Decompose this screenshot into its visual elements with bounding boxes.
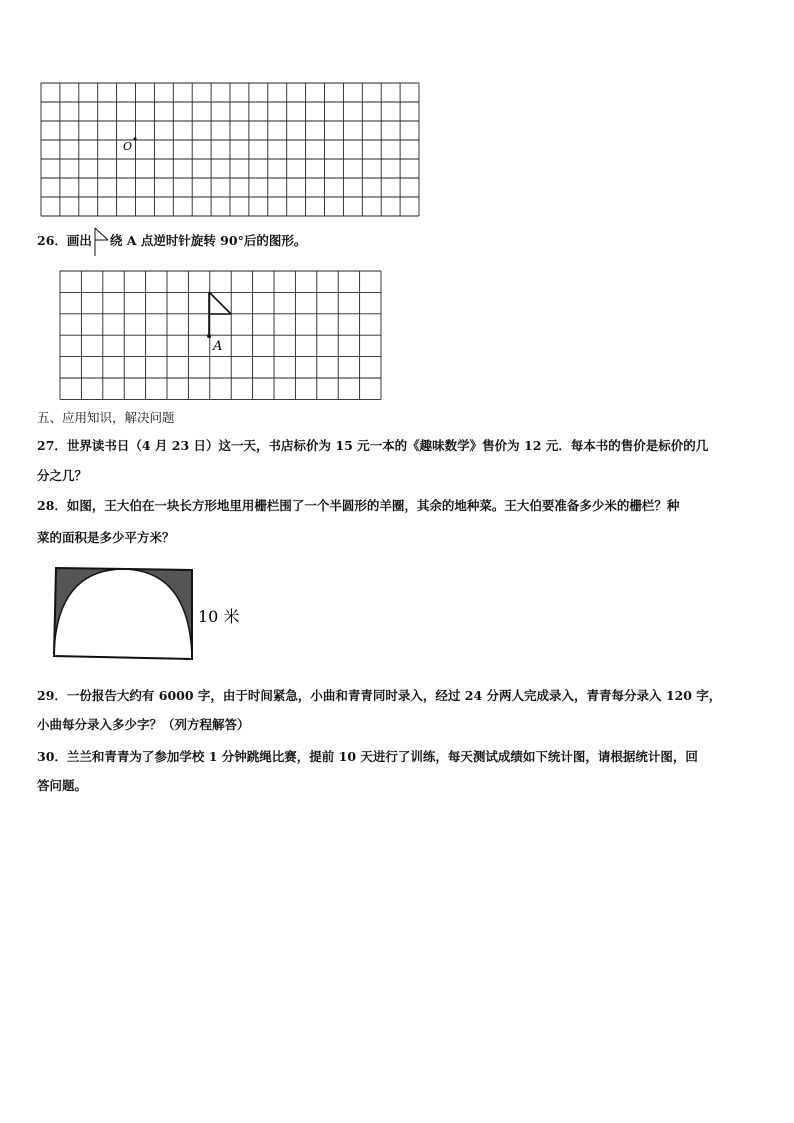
- question-26: [37, 232, 306, 251]
- q27-line-2: 分之几？: [37, 468, 88, 483]
- q26-text-before: 画出: [66, 233, 92, 248]
- q26-grid: [59, 270, 383, 400]
- top-grid: [40, 82, 422, 218]
- q26-text-after: 绕 A 点逆时针旋转 90°后的图形。: [109, 233, 307, 248]
- flag-figure: [209, 292, 231, 336]
- q29-line-1: 29．一份报告大约有 6000 字，由于时间紧急，小曲和青青同时录入，经过 24 分两人完成录入，青青每分录入 120 字，: [37, 688, 722, 703]
- point-a-dot: [207, 334, 211, 338]
- q27-line-1: 27．世界读书日（4 月 23 日）这一天，书店标价为 15 元一本的《趣味数学》售价为 12 元．每本书的售价是标价的几: [37, 438, 709, 453]
- q30-line-1: 30．兰兰和青青为了参加学校 1 分钟跳绳比赛，提前 10 天进行了训练，每天测试成绩如下统计图，请根据统计图，回: [37, 749, 698, 764]
- q29-line-2: 小曲每分录入多少字？（列方程解答）: [37, 717, 250, 732]
- point-a-label: A: [213, 339, 223, 354]
- q30-line-2: 答问题。: [37, 778, 88, 793]
- q28-figure: [50, 564, 250, 664]
- q28-line-1: 28．如图，王大伯在一块长方形地里用栅栏围了一个半圆形的羊圈，其余的地种菜。王大伯要准备多少米的栅栏？种: [37, 498, 680, 513]
- dimension-label: 10 米: [198, 607, 240, 626]
- point-o-dot: [133, 137, 136, 140]
- q26-number: 26．: [37, 233, 67, 248]
- point-o-label: O: [123, 140, 133, 153]
- q28-line-2: 菜的面积是多少平方米？: [37, 530, 175, 545]
- section-5-title: 五、应用知识，解决问题: [37, 410, 175, 425]
- flag-figure-inline: [92, 233, 110, 251]
